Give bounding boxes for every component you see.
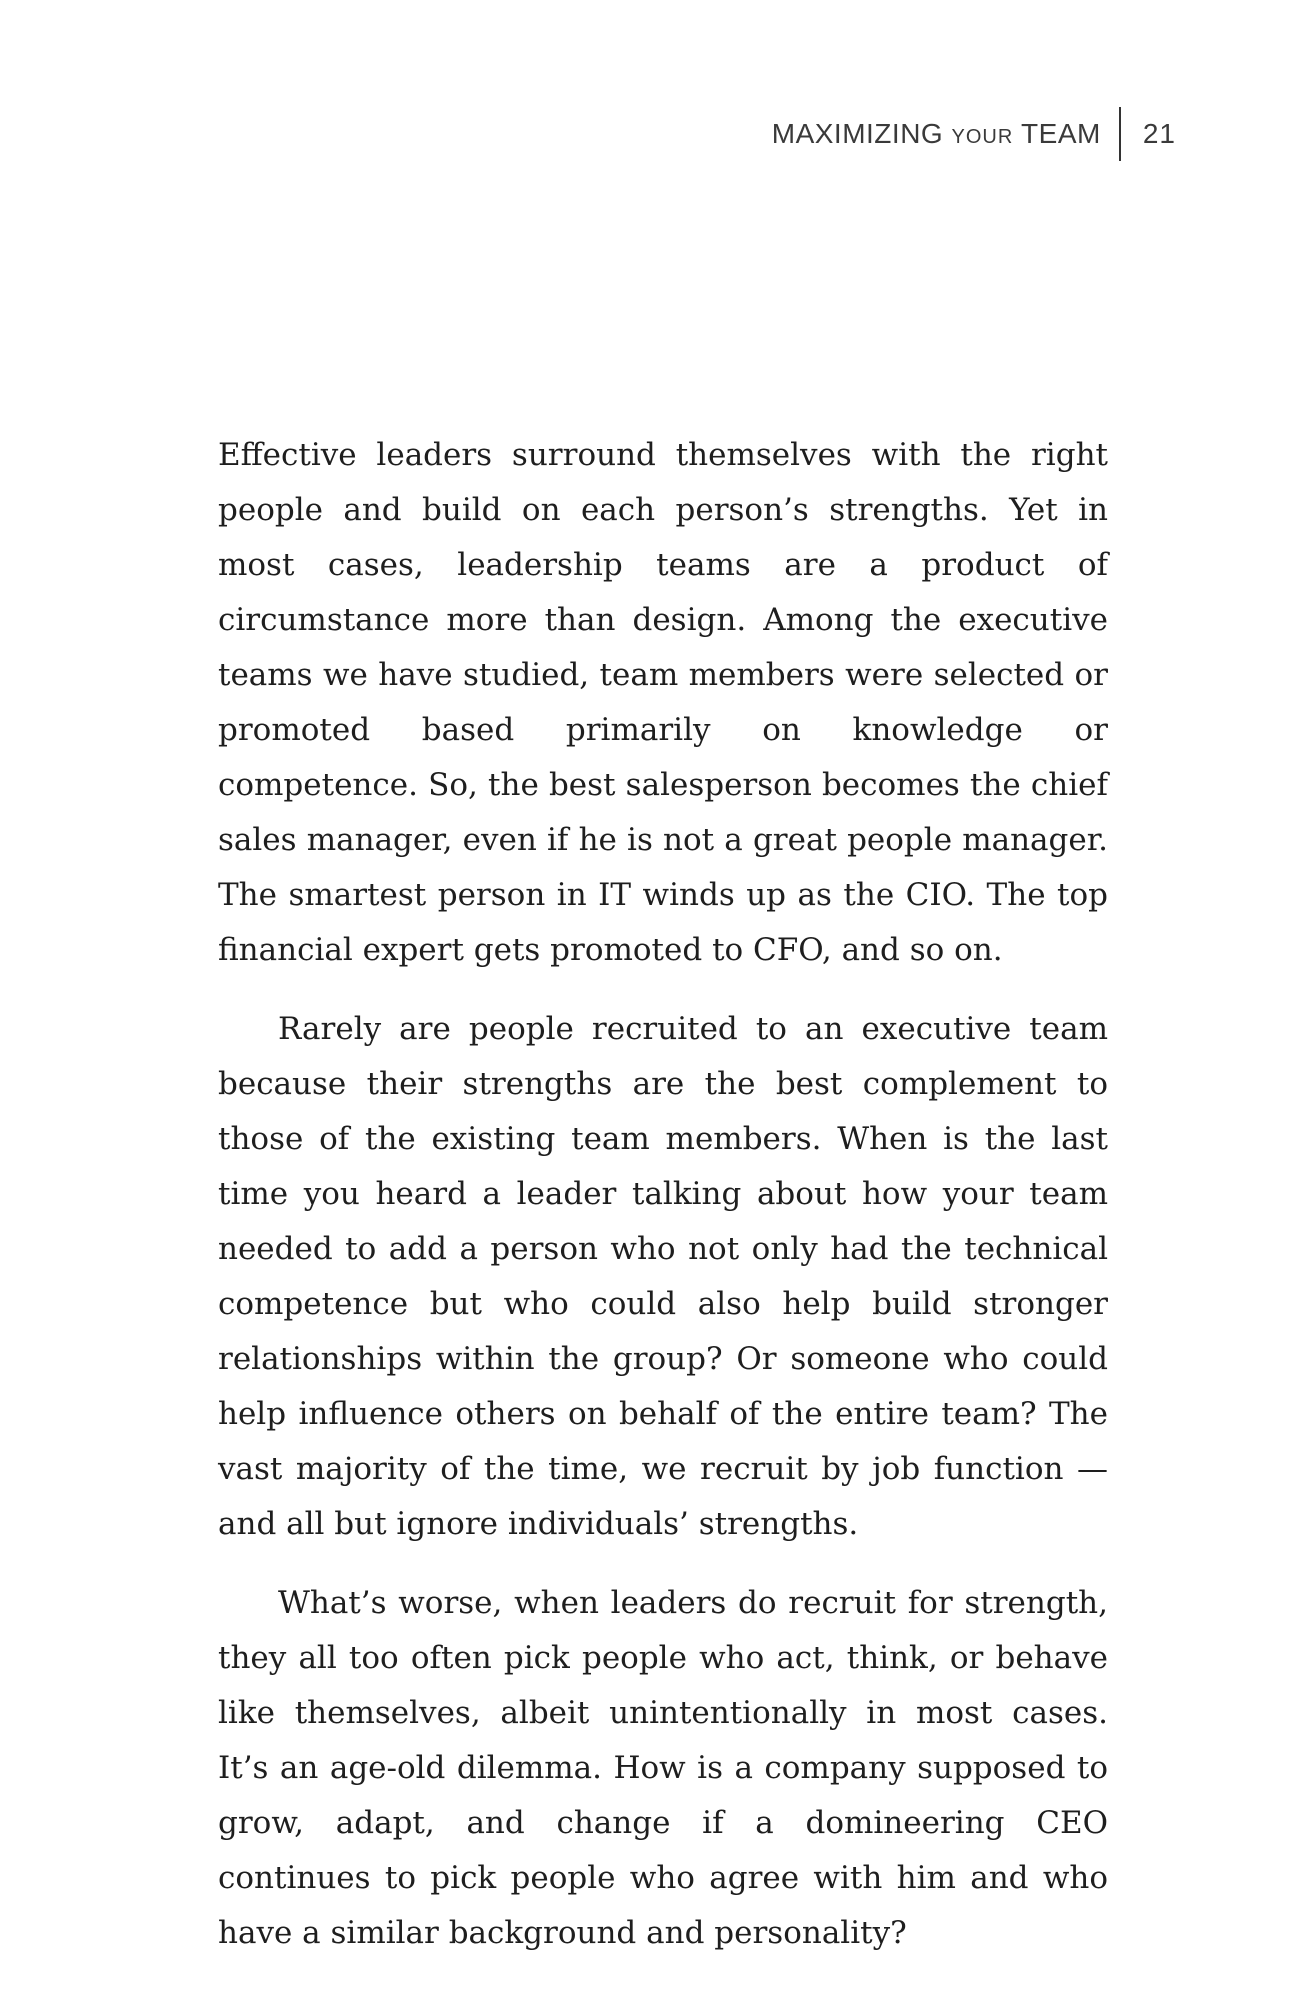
- paragraph-1: Effective leaders surround themselves with the right people and build on each person’s strengths. Yet in most cases, leadership teams are a product of circumstance more than design. Among the executive teams we have studied, team members were selected or promoted based primarily on knowledge or competence. So, the best salesperson becomes the chief sales manager, even if he is not a great people manager. The smartest person in IT winds up as the CIO. The top financial expert gets promoted to CFO, and so on.: [218, 437, 1108, 968]
- paragraph-2: Rarely are people recruited to an executive team because their strengths are the best complement to those of the existing team members. When is the last time you heard a leader talking about how your team needed to add a person who not only had the technical competence but who could also help build stronger relationships within the group? Or someone who could help influence others on behalf of the entire team? The vast majority of the time, we recruit by job function — and all but ignore individuals’ strengths.: [218, 1011, 1108, 1542]
- page-number: 21: [1142, 118, 1176, 149]
- running-header-title: [772, 118, 1101, 150]
- header-title-part-1: MAXIMIZING: [771, 118, 952, 149]
- header-title-part-2: TEAM: [1013, 118, 1101, 149]
- running-header: [772, 112, 1176, 156]
- header-divider: [1119, 107, 1121, 161]
- body-text: [218, 428, 1108, 1985]
- paragraph-3: What’s worse, when leaders do recruit for strength, they all too often pick people who act, think, or behave like themselves, albeit unintentionally in most cases. It’s an age-old dilemma. How is a company supposed to grow, adapt, and change if a domineering CEO continues to pick people who agree with him and who have a similar background and personality?: [218, 1585, 1108, 1951]
- header-title-smallcap: YOUR: [951, 126, 1014, 148]
